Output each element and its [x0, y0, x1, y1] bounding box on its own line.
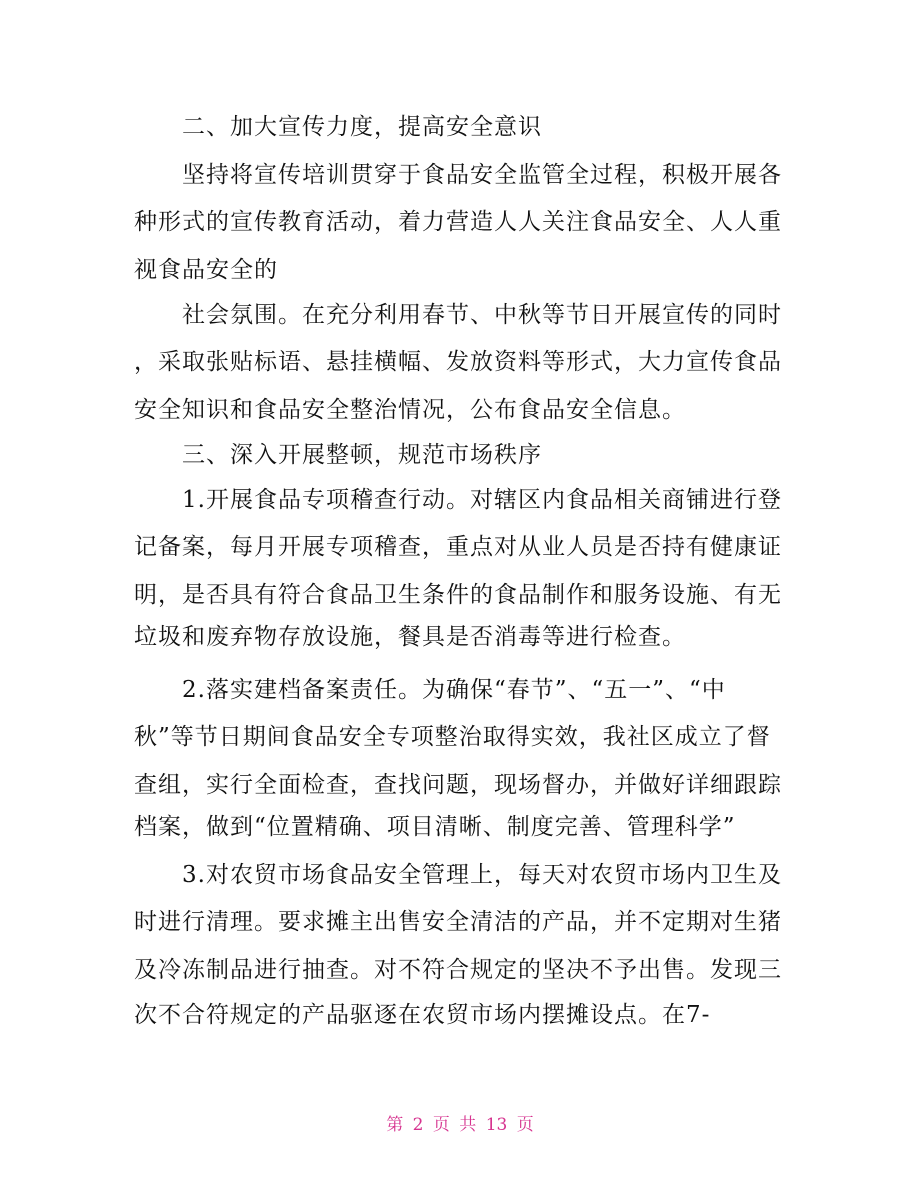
paragraph-line: 垃圾和废弃物存放设施，餐具是否消毒等进行检查。: [134, 624, 686, 650]
paragraph-line: 2.落实建档备案责任。为确保“春节”、“五一”、“中: [182, 677, 726, 703]
paragraph-line: 社会氛围。在充分利用春节、中秋等节日开展宣传的同时: [182, 302, 782, 328]
page-number: 第 2 页 共 13 页: [386, 1115, 534, 1135]
paragraph-line: 次不合符规定的产品驱逐在农贸市场内摆摊设点。在7-: [134, 1002, 711, 1028]
paragraph-line: 3.对农贸市场食品安全管理上，每天对农贸市场内卫生及: [182, 862, 782, 888]
section-heading-3: 三、深入开展整顿，规范市场秩序: [182, 442, 542, 468]
paragraph-line: 档案，做到“位置精确、项目清晰、制度完善、管理科学”: [134, 814, 736, 840]
paragraph-line: 视食品安全的: [134, 257, 278, 283]
paragraph-line: 及冷冻制品进行抽查。对不符合规定的坚决不予出售。发现三: [134, 957, 782, 983]
paragraph-line: 安全知识和食品安全整治情况，公布食品安全信息。: [134, 397, 686, 423]
paragraph-line: 查组，实行全面检查，查找问题，现场督办，并做好详细跟踪: [134, 772, 782, 798]
paragraph-line: 坚持将宣传培训贯穿于食品安全监管全过程，积极开展各: [182, 162, 782, 188]
paragraph-line: 时进行清理。要求摊主出售安全清洁的产品，并不定期对生猪: [134, 909, 782, 935]
paragraph-line: 记备案，每月开展专项稽查，重点对从业人员是否持有健康证: [134, 534, 782, 560]
paragraph-line: ，采取张贴标语、悬挂横幅、发放资料等形式，大力宣传食品: [134, 349, 782, 375]
paragraph-line: 1.开展食品专项稽查行动。对辖区内食品相关商铺进行登: [182, 487, 782, 513]
paragraph-line: 秋”等节日期间食品安全专项整治取得实效，我社区成立了督: [134, 724, 771, 750]
section-heading-2: 二、加大宣传力度，提高安全意识: [182, 114, 542, 140]
paragraph-line: 明，是否具有符合食品卫生条件的食品制作和服务设施、有无: [134, 582, 782, 608]
paragraph-line: 种形式的宣传教育活动，着力营造人人关注食品安全、人人重: [134, 209, 782, 235]
